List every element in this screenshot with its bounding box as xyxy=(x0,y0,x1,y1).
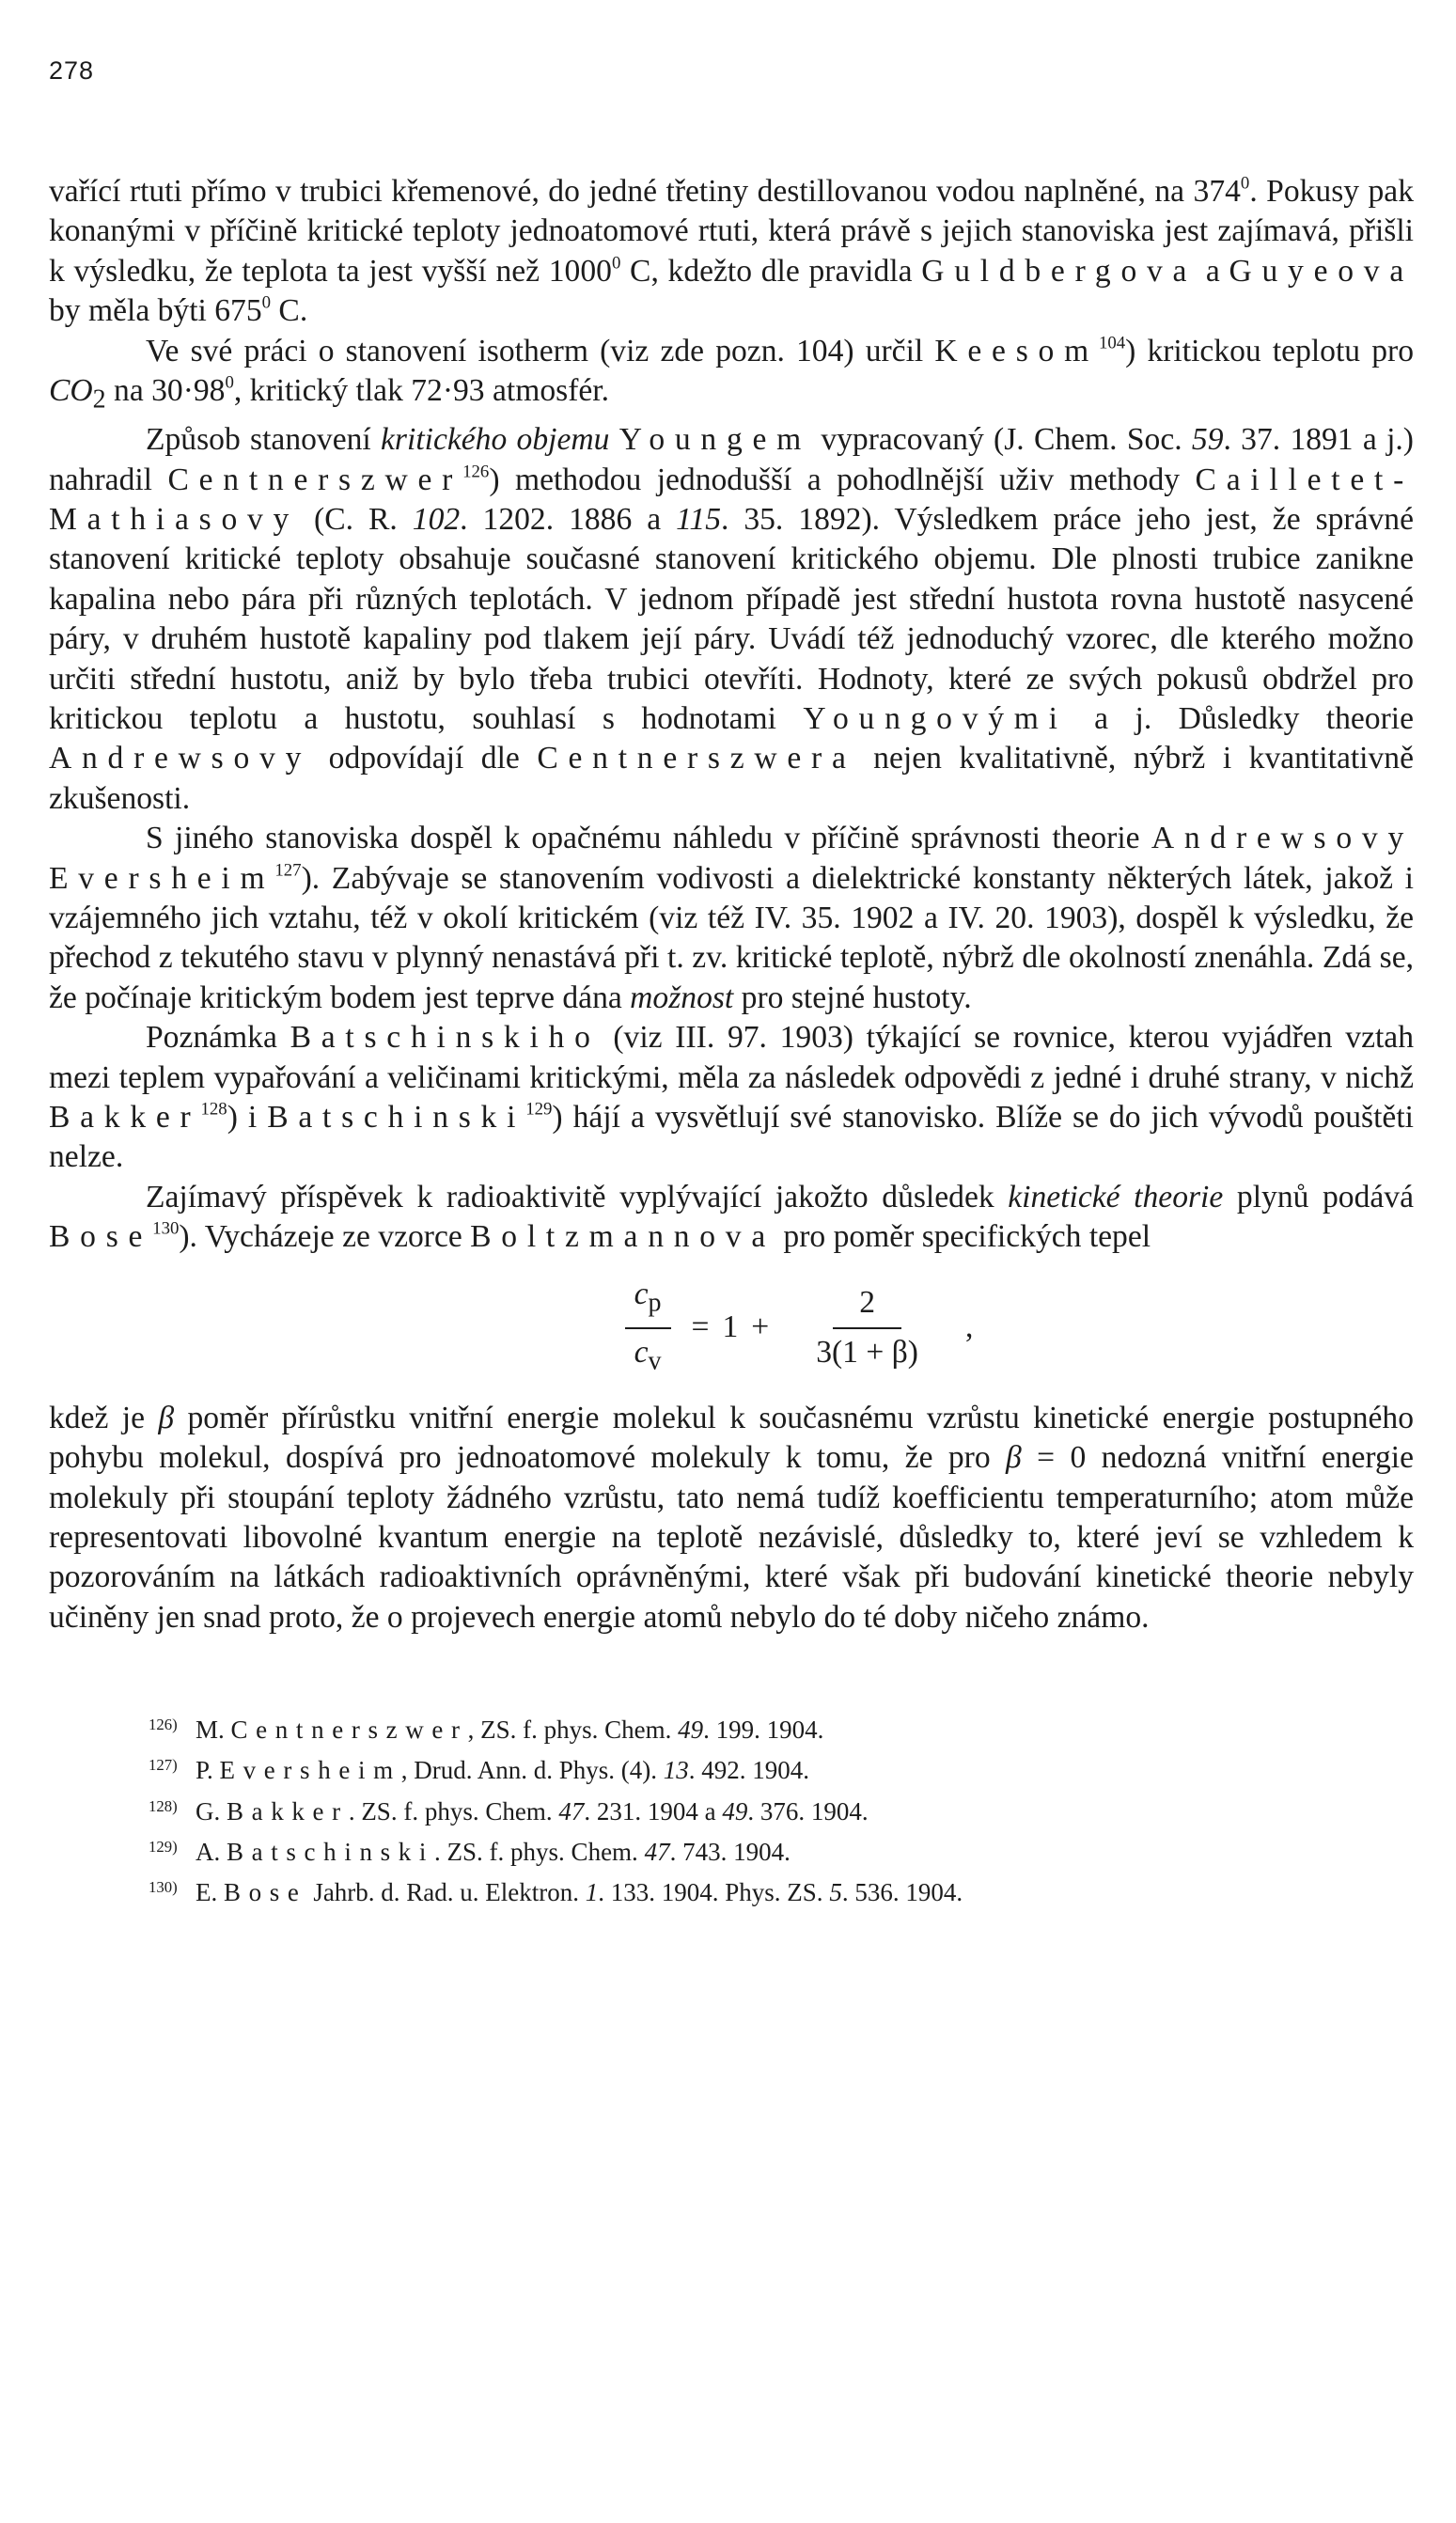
spaced-name: Keesom xyxy=(934,333,1099,368)
page-number: 278 xyxy=(49,56,95,85)
spaced-name: Andrewsovy xyxy=(1151,821,1414,856)
spaced-name: Batschinski xyxy=(227,1837,435,1866)
italic-text: 47 xyxy=(644,1837,670,1866)
text-run: . 199. 1904. xyxy=(703,1716,824,1745)
text-run: vařící rtuti přímo v trubici křemenové, do jedné třetiny destillovanou vodou naplněné, na 374 xyxy=(49,174,1241,209)
italic-text: β xyxy=(158,1400,175,1435)
spaced-name: Guldbergova xyxy=(921,253,1198,289)
text-run: (viz III. 97. 1903) týkající se rovnice, kterou vyjádřen vztah mezi teplem vypařování a veličinami kritickými, měla za následek odpovědi z jedné i druhé strany, v nichž xyxy=(49,1020,1415,1095)
spaced-name: Eversheim xyxy=(219,1756,401,1785)
body-text xyxy=(49,172,1414,1638)
formula-rhs-fraction xyxy=(790,1283,945,1372)
footnote xyxy=(149,1789,1414,1829)
paragraph xyxy=(49,1018,1414,1178)
footnote-ref: 129 xyxy=(525,1099,553,1120)
text-run: . 231. 1904 a xyxy=(584,1796,723,1826)
footnote-ref: 126 xyxy=(462,462,490,482)
text-run: . ZS. f. phys. Chem. xyxy=(434,1837,645,1866)
paragraph xyxy=(49,332,1414,421)
italic-text: 49 xyxy=(722,1796,748,1826)
footnote-ref: 0 xyxy=(1240,173,1250,194)
spaced-name: Youngem xyxy=(618,422,812,458)
closing-paragraph xyxy=(49,1399,1414,1638)
formula-lhs-den-sub: v xyxy=(648,1346,662,1376)
paragraphs xyxy=(49,172,1414,1258)
text-run: . Pokusy pak konanými v příčině kritické teploty jednoatomové rtuti, která právě s jejich stanoviska jest zajímavá, přišli k výsledku, že teplota ta jest vyšší než 1000 xyxy=(49,174,1414,289)
text-run xyxy=(609,422,618,457)
text-run: pro poměr specifických tepel xyxy=(775,1219,1151,1255)
footnote-number: 127) xyxy=(149,1756,178,1775)
spaced-name: Batschinski xyxy=(267,1100,526,1136)
text-run: a xyxy=(1197,253,1229,289)
text-run: a j. Důsledky theorie xyxy=(1067,701,1415,736)
paragraph xyxy=(49,420,1414,819)
text-run: = 0 nedozná vnitřní energie molekuly při stoupání teploty žádného vzrůstu, tato nemá tudíž koefficientu temperaturního; atom může representovati libovolné kvantum energie na teplotě nezávislé, důsledky to, které jeví se vzhledem k pozorováním na látkách radioaktivních oprávněnými, které však při budování kinetické theorie nebyly učiněny jen snad proto, že o projevech energie atomů nebylo do té doby ničeho známo. xyxy=(49,1440,1415,1635)
formula-lhs-num: c xyxy=(634,1276,649,1311)
spaced-name: Youngovými xyxy=(803,701,1068,736)
footnote-ref: 130 xyxy=(152,1218,180,1239)
italic-text: kritického objemu xyxy=(381,422,610,458)
footnote xyxy=(149,1829,1414,1870)
spaced-name: Boltzmannova xyxy=(470,1219,776,1255)
formula-trailing-comma: , xyxy=(964,1309,974,1345)
footnote-ref: 0 xyxy=(261,292,272,313)
text-run: M. xyxy=(196,1716,231,1745)
spaced-name: Bakker xyxy=(49,1100,201,1136)
paragraph xyxy=(49,1178,1414,1258)
italic-text: 49 xyxy=(678,1716,704,1745)
text-run: kdež je xyxy=(49,1400,159,1435)
spaced-name: Batschinskiho xyxy=(290,1020,601,1056)
formula-lhs-den: c xyxy=(634,1334,649,1370)
text-run: . 743. 1904. xyxy=(669,1837,791,1866)
closing-paragraph-container xyxy=(49,1399,1414,1638)
text-run: plynů podává xyxy=(1223,1179,1414,1214)
footnote xyxy=(149,1707,1414,1747)
formula-equals: = xyxy=(691,1309,710,1345)
text-run: . 37. 1891 a j.) nahradil xyxy=(49,422,1414,497)
text-run: E. xyxy=(196,1878,224,1907)
italic-text: 47 xyxy=(558,1796,585,1826)
text-run: , kritický tlak 72·93 atmosfér. xyxy=(233,373,610,409)
text-run: Zajímavý příspěvek k radioaktivitě vyplývající jakožto důsledek xyxy=(146,1179,1009,1214)
text-run: (C. R. xyxy=(299,501,413,537)
text-run: ). Vycházeje ze vzorce xyxy=(179,1219,471,1255)
formula-rhs-den: 3(1 + β) xyxy=(816,1334,918,1370)
text-run: , Drud. Ann. d. Phys. (4). xyxy=(400,1756,664,1785)
italic-text: 102 xyxy=(412,501,461,537)
paragraph xyxy=(49,172,1414,332)
formula-rhs-num: 2 xyxy=(833,1283,901,1328)
footnote-ref: 128 xyxy=(200,1099,227,1120)
footnote-ref: 0 xyxy=(611,253,621,274)
text-run: ) kritickou teplotu pro xyxy=(1125,333,1414,368)
footnote-number: 130) xyxy=(149,1877,178,1896)
text-run: ) i xyxy=(227,1100,268,1136)
footnote-ref: 127 xyxy=(274,860,302,881)
text-run: na 30·98 xyxy=(105,373,226,409)
italic-text: CO xyxy=(49,373,93,409)
text-run: . ZS. f. phys. Chem. xyxy=(348,1796,559,1826)
text-run: A. xyxy=(196,1837,227,1866)
spaced-name: Cailletet-Mathiasovy xyxy=(49,462,1415,537)
text-run: P. xyxy=(196,1756,220,1785)
text-run: . 536. 1904. xyxy=(841,1878,963,1907)
italic-text: 115 xyxy=(676,501,721,537)
text-run: . 1202. 1886 a xyxy=(460,501,677,537)
spaced-name: Bose xyxy=(49,1219,153,1255)
text-run: by měla býti 675 xyxy=(49,293,262,329)
italic-text: 5 xyxy=(829,1878,842,1907)
text-run: . 376. 1904. xyxy=(747,1796,869,1826)
text-run: G. xyxy=(196,1796,227,1826)
text-run: . 35. 1892). Výsledkem práce jeho jest, že správné stanovení kritické teploty obsahuje současné stanovení kritického objemu. Dle plnosti trubice zanikne kapalina nebo pára při různých teplotách. V jednom případě jest střední hustota rovna hustotě nasycené páry, v druhém hustotě kapaliny pod tlakem její páry. Uvádí též jednoduchý vzorec, dle kterého možno určiti střední hustotu, aniž by bylo třeba trubici otevříti. Hodnoty, které ze svých pokusů obdržel pro kritickou teplotu a hustotu, souhlasí s hodnotami xyxy=(49,501,1415,736)
footnote-number: 126) xyxy=(149,1716,178,1734)
formula xyxy=(190,1258,1414,1399)
footnote-number: 129) xyxy=(149,1837,178,1856)
footnote xyxy=(149,1870,1414,1910)
text-run: C. xyxy=(271,293,308,329)
spaced-name: Centnerszwera xyxy=(537,741,856,776)
spaced-name: Bakker xyxy=(227,1796,349,1826)
italic-text: 59 xyxy=(1191,422,1224,458)
spaced-name: Bose xyxy=(224,1878,307,1907)
paragraph xyxy=(49,819,1414,1018)
text-run: ). Zabývaje se stanovením vodivosti a dielektrické konstanty některých látek, jakož i vzájemného jich vztahu, též v okolí kritickém (viz též IV. 35. 1902 a IV. 20. 1903), dospěl k výsledku, že přechod z tekutého stavu v plynný nenastává při t. zv. kritické teplotě, nýbrž dle okolností znenáhla. Zdá se, že počínaje kritickým bodem jest teprve dána xyxy=(49,860,1414,1015)
spaced-name: Centnerszwer xyxy=(167,462,463,497)
text-run: odpovídají dle xyxy=(311,741,538,776)
text-run: . 133. 1904. Phys. ZS. xyxy=(598,1878,830,1907)
italic-text: 1 xyxy=(585,1878,599,1907)
text-run: S jiného stanoviska dospěl k opačnému náhledu v příčině správnosti theorie xyxy=(146,821,1151,856)
text-run: Ve své práci o stanovení isotherm (viz zde pozn. 104) určil xyxy=(146,333,935,368)
footnote-ref: 0 xyxy=(225,372,234,393)
footnote-ref: 104 xyxy=(1098,333,1126,353)
text-run: poměr přírůstku vnitřní energie molekul k současnému vzrůstu kinetické energie postupného pohybu molekul, dospívá pro jednoatomové molekuly k tomu, že pro xyxy=(49,1400,1414,1476)
text-run: Jahrb. d. Rad. u. Elektron. xyxy=(306,1878,586,1907)
text-run: C, kdežto dle pravidla xyxy=(620,253,922,289)
formula-one: 1 xyxy=(722,1309,739,1345)
spaced-name: Eversheim xyxy=(49,860,275,896)
italic-text: 13 xyxy=(663,1756,689,1785)
italic-text: kinetické theorie xyxy=(1008,1179,1224,1214)
text-run: vypracovaný (J. Chem. Soc. xyxy=(811,422,1192,458)
text-run: ) methodou jednodušší a pohodlnější uživ methody xyxy=(489,462,1196,497)
text-run: pro stejné hustoty. xyxy=(733,979,972,1015)
text-run: ) hájí a vysvětlují své stanovisko. Blíže se do jich vývodů pouštěti nelze. xyxy=(49,1100,1414,1175)
text-run: . 492. 1904. xyxy=(688,1756,810,1785)
footnotes xyxy=(49,1707,1414,1910)
formula-lhs-num-sub: p xyxy=(648,1288,662,1318)
formula-plus: + xyxy=(751,1309,770,1345)
footnote-number: 128) xyxy=(149,1796,178,1815)
text-run: nejen kvalitativně, nýbrž i kvantitativně zkušenosti. xyxy=(49,741,1414,816)
italic-text: možnost xyxy=(630,979,734,1015)
text-run: 2 xyxy=(92,384,106,415)
spaced-name: Centnerszwer xyxy=(230,1716,468,1745)
footnote xyxy=(149,1747,1414,1788)
formula-lhs-fraction xyxy=(625,1275,671,1382)
spaced-name: Guyeova xyxy=(1229,253,1414,289)
spaced-name: Andrewsovy xyxy=(49,741,312,776)
italic-text: β xyxy=(1006,1440,1022,1476)
text-run: Způsob stanovení xyxy=(146,422,382,458)
text-run: Poznámka xyxy=(146,1020,290,1056)
text-run: , ZS. f. phys. Chem. xyxy=(467,1716,679,1745)
